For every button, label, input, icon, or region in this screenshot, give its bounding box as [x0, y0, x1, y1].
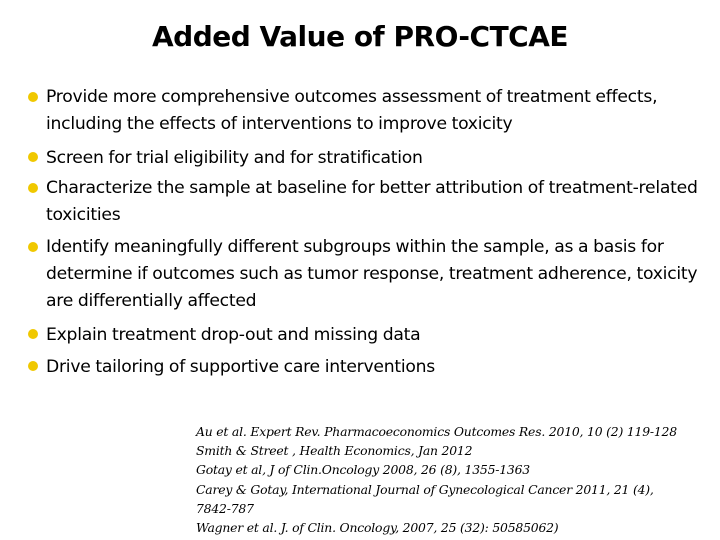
bullet-text: Characterize the sample at baseline for better attribution of treatment-related toxicities [46, 178, 698, 225]
reference-line: Au et al. Expert Rev. Pharmacoeconomics Outcomes Res. 2010, 10 (2) 119-128 [196, 424, 677, 439]
bullet-text: Provide more comprehensive outcomes assessment of treatment effects, including the effects of interventions to improve toxicity [46, 87, 658, 134]
bullet-text: Explain treatment drop-out and missing data [46, 325, 421, 345]
bullet-text: Screen for trial eligibility and for stratification [46, 148, 423, 168]
reference-line: Carey & Gotay, International Journal of Gynecological Cancer 2011, 21 (4), [196, 481, 654, 497]
bullet-dot-icon [28, 329, 38, 339]
bullet-dot-icon [28, 361, 38, 371]
references [196, 422, 716, 537]
reference-line: 7842-787 [196, 500, 254, 516]
bullet-dot-icon [28, 92, 38, 102]
bullet-dot-icon [28, 152, 38, 162]
bullet-item [22, 84, 702, 138]
bullet-item [22, 175, 702, 229]
bullet-item [22, 352, 702, 383]
reference-line: Smith & Street , Health Economics, Jan 2012 [196, 443, 473, 459]
slide-title: Added Value of PRO-CTCAE [151, 20, 569, 53]
bullet-text: Identify meaningfully different subgroups within the sample, as a basis for determine if outcomes such as tumor response, treatment adherence, toxicity are differentially affected [46, 237, 698, 311]
bullet-item [22, 234, 702, 315]
bullet-text: Drive tailoring of supportive care interventions [46, 357, 436, 377]
bullet-item [22, 320, 702, 351]
reference-line: Wagner et al. J. of Clin. Oncology, 2007, 25 (32): 50585062) [196, 520, 559, 536]
reference-line: Gotay et al, J of Clin.Oncology 2008, 26 (8), 1355-1363 [196, 462, 530, 478]
bullet-list [22, 84, 702, 387]
bullet-dot-icon [28, 242, 38, 252]
bullet-dot-icon [28, 183, 38, 193]
bullet-item [22, 143, 702, 174]
